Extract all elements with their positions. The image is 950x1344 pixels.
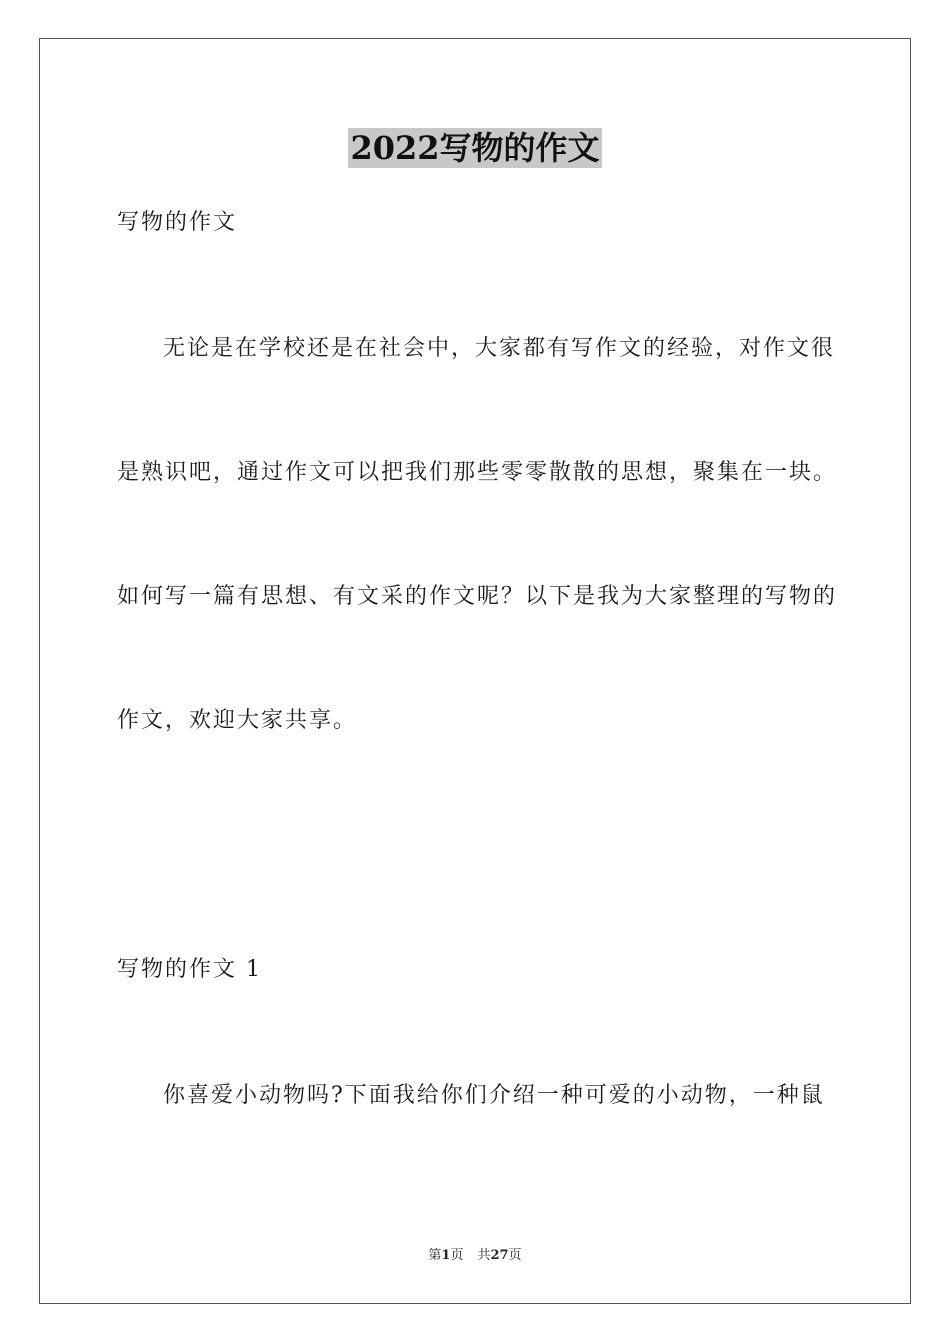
paragraph-line: 作文，欢迎大家共享。 xyxy=(117,708,358,733)
total-suffix: 页 xyxy=(508,1248,522,1263)
document-subtitle: 写物的作文 xyxy=(117,210,238,235)
title-container xyxy=(0,128,950,168)
page-number: 1 xyxy=(441,1248,451,1263)
page-footer xyxy=(0,1247,950,1265)
total-prefix: 共 xyxy=(477,1248,491,1263)
section-heading: 写物的作文 1 xyxy=(117,957,262,982)
page-suffix: 页 xyxy=(450,1248,464,1263)
paragraph-line: 无论是在学校还是在社会中，大家都有写作文的经验，对作文很 xyxy=(163,336,836,361)
paragraph-line: 你喜爱小动物吗?下面我给你们介绍一种可爱的小动物，一种鼠 xyxy=(163,1083,825,1108)
total-pages: 27 xyxy=(490,1248,509,1263)
paragraph-line: 如何写一篇有思想、有文采的作文呢？以下是我为大家整理的写物的 xyxy=(117,584,838,609)
document-title: 2022写物的作文 xyxy=(350,129,600,167)
page-prefix: 第 xyxy=(428,1248,442,1263)
paragraph-line: 是熟识吧，通过作文可以把我们那些零零散散的思想，聚集在一块。 xyxy=(117,460,838,485)
